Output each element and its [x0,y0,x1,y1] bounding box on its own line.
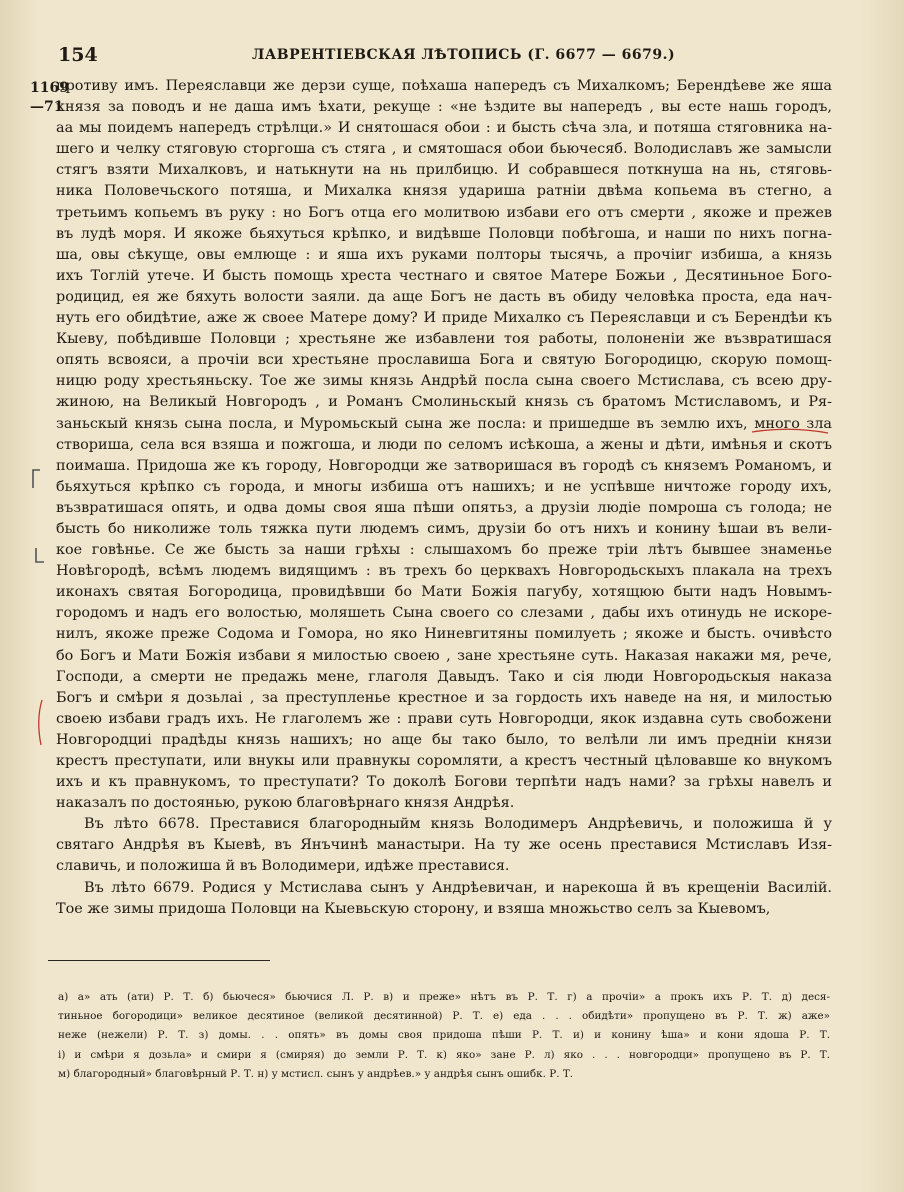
chronicle-body [56,76,832,814]
text-line: ша, овы сѣкуще, овы емлюще : и яша ихъ руками полторы тысячь, а прочiиг избиша, а князь [56,246,832,263]
text-line: кое говѣнье. Се же бысть за наши грѣхы : слышахомъ бо преже трiи лѣтъ бывшее знаменье [56,542,832,559]
running-title: ЛАВРЕНТІЕВСКАЯ ЛѢТОПИСЬ (Г. 6677 — 6679.) [252,47,676,63]
pencil-bracket-mark-lower [36,548,44,562]
text-line: ихъ Тоглiй утече. И бысть помощь хреста честнаго и святое Матере Божьи , Десятиньное Бого- [56,267,832,284]
footnotes [58,988,830,1084]
text-line: ника Половечьского потяша, и Михалка князя удариша ратнiи двѣма копьема въ стегно, а [56,183,832,200]
text-line: славичь, и положиша й въ Володимери, идѣже преставися. [56,858,510,875]
footnote-line: а) а» ать (ати) Р. Т. б) бьючеся» бьючися Л. Р. в) и преже» нѣтъ въ Р. Т. г) а прочiи» а прокъ ихъ Р. Т. д) деся- [58,991,830,1003]
page-number: 154 [58,44,98,66]
text-line: Въ лѣто 6678. Преставися благородныйм князь Володимеръ Андрѣевичь, и положиша й у [84,816,832,833]
text-line: наказалъ по достоянью, рукою благовѣрнаго князя Андрѣя. [56,795,515,812]
text-line: родицид, ея же бяхуть волости заяли. да аще Богъ не дасть въ обиду человѣка проста, еда нач- [56,288,832,305]
text-line: створиша, села вся взяша и пожгоша, и люди по селомъ исѣкоша, а жены и дѣти, имѣнья и скотъ [56,436,832,453]
footnote-line: неже (нежели) Р. Т. з) домы. . . опять» въ домы своя придоша пѣши Р. Т. и) и конину ѣша» и кони ядоша Р. Т. [58,1029,830,1042]
entry-6678 [56,814,832,877]
pencil-bracket-mark [33,470,40,488]
text-line: бысть бо николиже толь тяжка пути людемъ симъ, друзiи бо отъ нихъ и конину ѣшаи въ вели- [56,520,832,537]
red-margin-bracket [39,700,42,745]
text-line: противу имъ. Переяславци же дерзи суще, поѣхаша напередъ съ Михалкомъ; Берендѣеве же яша [56,78,832,94]
text-line: опять всвояси, а прочiи вси хрестьяне прославиша Бога и святую Богородицю, скорую помощ- [56,352,832,369]
text-line: третьимъ копьемъ въ руку : но Богъ отца его молитвою избави его отъ смерти , якоже и прежев [56,204,832,221]
margin-year-bottom: —71 [30,99,64,115]
text-line: възвратишася опять, и одва домы своя яша пѣши опятьз, а друзiи людiе помроша съ голода; не [56,499,832,516]
margin-year-top: 1169 [30,80,69,96]
footnote-line: i) и смѣри я дозьла» и смири я (смиряя) до земли Р. Т. к) яко» зане Р. л) яко . . . новгородци» пропущено въ Р. Т. [58,1048,830,1061]
text-line: Кыеву, побѣдивше Половци ; хрестьяне же избавлени тоя работы, полоненiи же възвратишася [56,331,832,348]
text-line: заньскый князь сына посла, и Муромьскый сына же посла: и пришедше въ землю ихъ, много зла [56,415,832,432]
text-line: Богъ и смѣри я дозьлаi , за преступленье крестное и за гордость ихъ наведе на ня, и милостью [56,689,832,706]
footnote-line: м) благородный» благовѣрный Р. Т. н) у мстисл. сынъ у андрѣев.» у андрѣя сынъ ошибк. Р. Т. [58,1067,574,1080]
text-line: Господи, а смерти не предажь мене, глаголя Давыдъ. Тако и сiя люди Новгородьскыя наказа [56,668,832,685]
text-line: бо Богъ и Мати Божiя избави я милостью своею , зане хрестьяне суть. Наказая накажи мя, рече, [56,647,832,664]
text-line: Въ лѣто 6679. Родися у Мстислава сынъ у Андрѣевичан, и нарекоша й въ крещенiи Василiй. [84,879,832,896]
text-line: Новгородциi прадѣды князь нашихъ; но аще бы тако было, то велѣли ли имъ преднiи князи [56,731,832,748]
text-line: нуть его обидѣтие, аже ж своее Матере дому? И приде Михалко съ Переяславци и съ Берендѣи къ [56,310,832,327]
text-line: нилъ, якоже преже Содома и Гомора, но яко Ниневгитяны помилуеть ; якоже и бысть. очивѣсто [56,626,832,643]
text-line: жиною, на Великый Новгородъ , и Романъ Смолиньскый князь съ братомъ Мстиславомъ, и Ря- [56,394,832,411]
text-line: городомъ и надъ его волостью, моляшеть Сына своего со слезами , дабы ихъ отинудь не искоре- [56,605,832,622]
text-line: въ лудѣ моря. И якоже бьяхуться крѣпко, и видѣвше Половци побѣгоша, и наши по нихъ погна- [56,225,832,242]
text-line: Новѣгородѣ, всѣмъ людемъ видящимъ : въ трехъ бо церквахъ Новгородьскыхъ плакала на трехъ [56,563,832,580]
text-line: поимаша. Придоша же къ городу, Новгородци же затворишася въ городѣ съ княземъ Романомъ, и [56,457,832,474]
text-line: крестъ преступати, или внукы или правнукы соромляти, а крестъ честный цѣловавше ко внукомъ [56,753,832,769]
footnote-separator [48,960,270,961]
page-header [58,44,848,68]
text-line: стягъ взяти Михалковъ, и натькнути на нь прилбицю. И собравшеся поткнуша на нь, стяговь- [56,162,832,179]
entry-6679 [56,878,832,920]
text-line: иконахъ святая Богородица, провидѣвши бо Мати Божiя пагубу, хотящюю быти надъ Новымъ- [56,584,832,601]
text-line: своею избави градъ ихъ. Не глаголемъ же : прави суть Новгородци, якок издавна суть свобожени [56,710,832,727]
footnote-line: тиньное богородици» великое десятиное (великой десятинной) Р. Т. е) еда . . . обидѣти» пропущено въ Р. Т. ж) аже» [58,1010,830,1023]
text-line: аа мы поидемъ напередъ стрѣлци.» И снятошася обои : и бысть сѣча зла, и потяша стяговника на- [56,120,832,137]
text-line: шего и челку стяговую сторгоша съ стяга , и смятошася обои бьючесяб. Володиславъ же замысли [56,141,832,158]
text-line: святаго Андрѣя въ Кыевѣ, въ Янъчинѣ манастыри. На ту же осень преставися Мстиславъ Изя- [56,837,832,854]
text-line: Тое же зимы придоша Половци на Кыевьскую сторону, и взяша множьство селъ за Кыевомъ, [56,900,771,917]
text-line: бьяхуться крѣпко съ города, и многы избиша отъ нашихъ; и не успѣвше ничтоже городу ихъ, [56,478,832,495]
text-line: князя за поводъ и не даша имъ ѣхати, рекуще : «не ѣздите вы напередъ , вы есте нашь городъ, [56,99,832,116]
text-line: ницю роду хрестьяньску. Тое же зимы князь Андрѣй посла сына своего Мстислава, съ всею дру- [56,373,832,390]
text-line: ихъ и къ правнукомъ, то преступати? То доколѣ Богови терпѣти надъ нами? за грѣхы навелъ и [56,774,832,791]
main-text [56,76,832,920]
